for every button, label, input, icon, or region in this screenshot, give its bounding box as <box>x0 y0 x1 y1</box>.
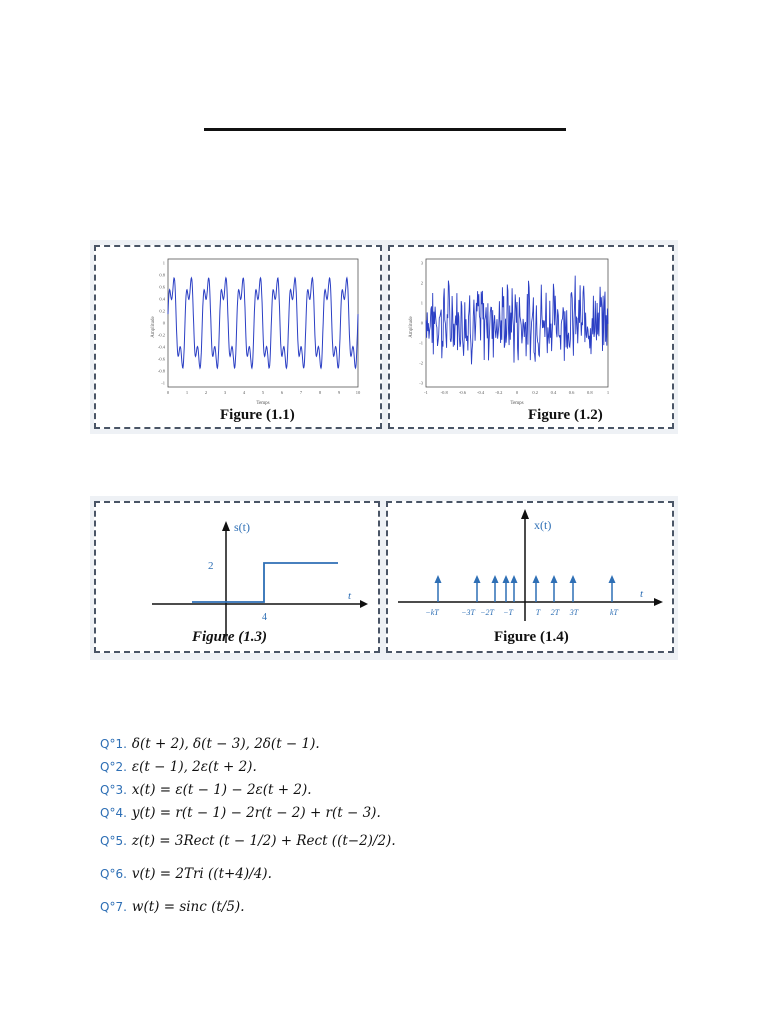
fig4-impulse-arrow <box>435 575 442 583</box>
fig1-ytick-label: -1 <box>161 380 165 386</box>
fig4-tick-label: −3T <box>461 608 475 617</box>
fig4-impulse-arrow <box>551 575 558 583</box>
fig1-ytick-label: 0.2 <box>159 308 165 314</box>
figure-row-1 <box>90 240 678 434</box>
fig4-tick-label: T <box>535 608 541 617</box>
question-label: Q°7. <box>100 900 127 914</box>
fig1-xtick-label: 7 <box>299 390 303 395</box>
fig4-impulse-arrow <box>570 575 577 583</box>
fig2-ytick-label: -1 <box>419 340 423 346</box>
fig4-tick-label: −T <box>503 608 513 617</box>
fig1-ytick-label: -0.4 <box>157 344 165 350</box>
fig2-xtick-label: -0.2 <box>495 390 503 395</box>
fig4-tick-label: −kT <box>425 608 439 617</box>
question-item <box>100 859 396 889</box>
question-item <box>100 757 396 777</box>
figure-1-4-caption: Figure (1.4) <box>494 629 569 645</box>
fig1-ytick-label: 1 <box>162 260 165 266</box>
fig1-ytick-label: -0.2 <box>157 332 165 338</box>
fig2-xtick-label: 0 <box>515 390 519 395</box>
question-item <box>100 826 396 856</box>
fig1-xtick-label: 3 <box>223 390 227 395</box>
fig4-xlabel: t <box>640 588 644 600</box>
fig1-ytick-label: -0.6 <box>157 356 165 362</box>
fig1-ytick-label: 0 <box>162 320 165 326</box>
fig1-xtick-label: 4 <box>242 390 246 395</box>
fig3-x-arrow <box>360 600 368 608</box>
fig2-xtick-label: 1 <box>606 390 610 395</box>
question-item <box>100 734 396 754</box>
question-label: Q°6. <box>100 867 127 881</box>
question-label: Q°5. <box>100 834 127 848</box>
fig1-xlabel: Temps <box>256 401 270 406</box>
question-text: ε(t − 1), 2ε(t + 2). <box>131 759 257 775</box>
figure-1-4-frame <box>386 501 674 653</box>
question-list <box>100 734 396 925</box>
fig1-xtick-label: 9 <box>337 390 341 395</box>
figure-1-3-caption: Figure (1.3) <box>192 629 267 645</box>
fig1-xtick-label: 6 <box>280 390 284 395</box>
question-label: Q°2. <box>100 760 127 774</box>
fig4-tick-label: 2T <box>550 608 560 617</box>
fig1-ytick-label: 0.4 <box>159 296 165 302</box>
fig4-impulse-arrow <box>492 575 499 583</box>
question-text: v(t) = 2Tri ((t+4)/4). <box>131 866 272 882</box>
figure-1-1-frame <box>94 245 382 429</box>
fig2-xtick-label: -0.6 <box>458 390 466 395</box>
fig2-xtick-label: -0.4 <box>477 390 485 395</box>
fig1-ytick-label: 0.6 <box>159 284 165 290</box>
fig3-step-signal <box>192 563 338 602</box>
fig2-xtick-label: -0.8 <box>440 390 448 395</box>
figure-1-2-frame <box>388 245 674 429</box>
question-item <box>100 803 396 823</box>
fig2-ytick-label: 1 <box>420 300 423 306</box>
question-text: x(t) = ε(t − 1) − 2ε(t + 2). <box>131 782 312 798</box>
question-item <box>100 780 396 800</box>
fig4-x-arrow <box>654 598 663 606</box>
question-text: z(t) = 3Rect (t − 1/2) + Rect ((t−2)/2). <box>131 833 396 849</box>
fig1-ylabel: Amplitude <box>151 316 156 338</box>
figure-1-2-plot <box>390 247 672 427</box>
fig4-tick-label: 3T <box>569 608 579 617</box>
figure-1-1-caption: Figure (1.1) <box>220 407 295 423</box>
question-text: w(t) = sinc (t/5). <box>131 899 245 915</box>
question-text: δ(t + 2), δ(t − 3), 2δ(t − 1). <box>131 736 320 752</box>
fig3-level-label: 2 <box>208 560 214 572</box>
fig3-xlabel: t <box>348 590 352 602</box>
fig4-tick-label: kT <box>610 608 618 617</box>
fig3-y-arrow <box>222 521 230 531</box>
fig2-ytick-label: 3 <box>420 260 423 266</box>
fig4-y-arrow <box>521 509 529 519</box>
fig4-tick-label: −2T <box>480 608 494 617</box>
fig2-xtick-label: 0.4 <box>550 390 557 395</box>
fig4-impulse-arrow <box>533 575 540 583</box>
question-label: Q°4. <box>100 806 127 820</box>
fig4-ylabel: x(t) <box>534 518 552 532</box>
fig1-xtick-label: 8 <box>318 390 322 395</box>
fig1-xtick-label: 5 <box>261 390 265 395</box>
fig2-ytick-label: -3 <box>419 380 423 386</box>
fig2-ytick-label: -2 <box>419 360 423 366</box>
figure-row-2 <box>90 496 678 660</box>
fig1-xtick-label: 2 <box>204 390 208 395</box>
fig3-ylabel: s(t) <box>234 520 250 534</box>
fig2-xtick-label: -1 <box>424 390 428 395</box>
question-label: Q°3. <box>100 783 127 797</box>
fig4-impulse-arrow <box>511 575 518 583</box>
fig2-ytick-label: 0 <box>420 320 423 326</box>
fig1-ytick-label: 0.8 <box>159 272 165 278</box>
fig4-impulse-arrow <box>609 575 616 583</box>
fig4-impulse-arrow <box>474 575 481 583</box>
figure-1-3-frame <box>94 501 380 653</box>
fig1-xtick-label: 1 <box>185 390 189 395</box>
fig3-step-label: 4 <box>262 612 267 623</box>
question-text: y(t) = r(t − 1) − 2r(t − 2) + r(t − 3). <box>131 805 381 821</box>
fig4-impulse-arrow <box>503 575 510 583</box>
fig2-xtick-label: 0.6 <box>568 390 575 395</box>
fig1-ytick-label: -0.8 <box>157 368 165 374</box>
figure-1-2-caption: Figure (1.2) <box>528 407 603 423</box>
figure-1-1-plot <box>96 247 380 427</box>
question-item <box>100 892 396 922</box>
fig2-xtick-label: 0.2 <box>532 390 539 395</box>
fig2-ytick-label: 2 <box>420 280 423 286</box>
fig2-xlabel: Temps <box>510 401 524 406</box>
fig1-xtick-label: 0 <box>166 390 170 395</box>
fig2-ylabel: Amplitude <box>409 316 414 338</box>
fig1-xtick-label: 10 <box>355 390 361 395</box>
title-underline <box>204 128 566 131</box>
question-label: Q°1. <box>100 737 127 751</box>
fig2-xtick-label: 0.8 <box>586 390 593 395</box>
